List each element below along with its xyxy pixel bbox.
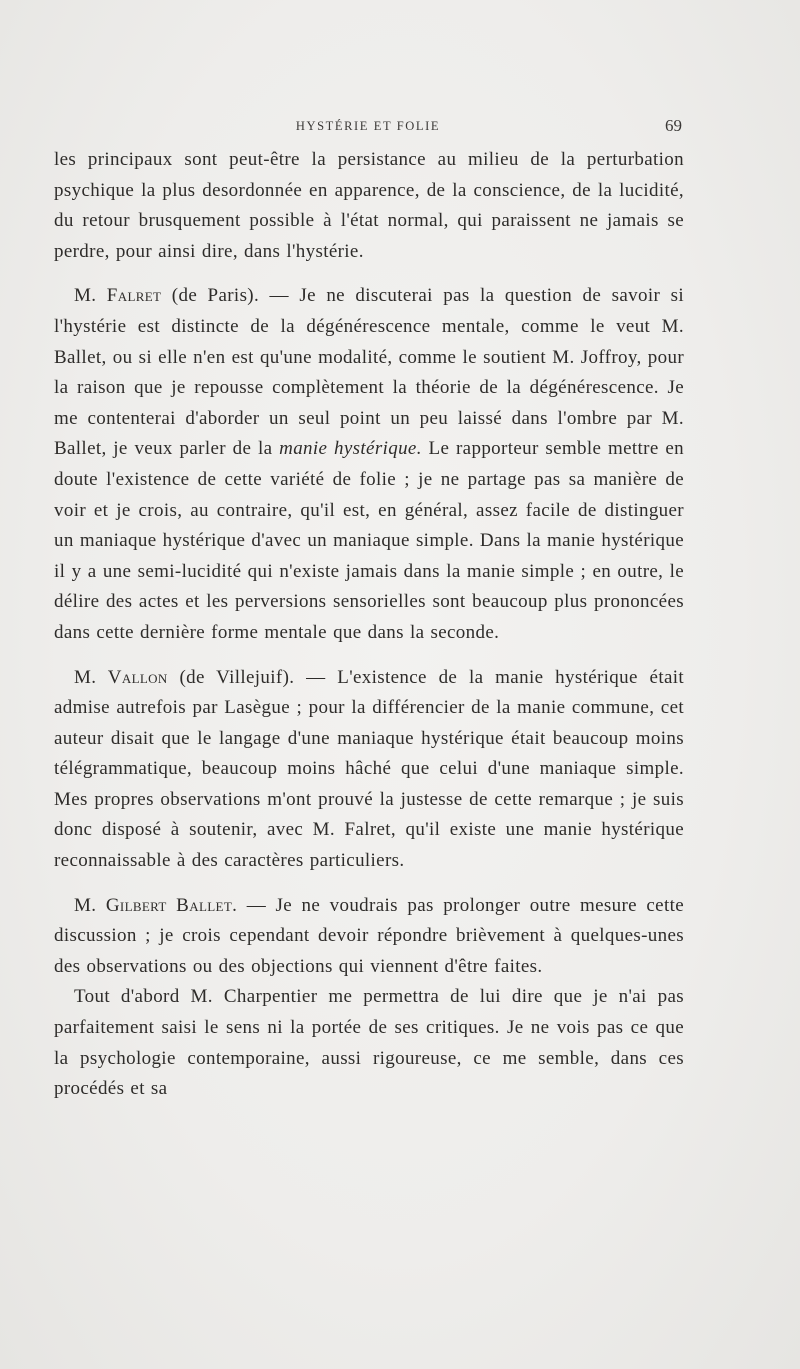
page-number: 69 bbox=[665, 116, 682, 135]
paragraph-charpentier bbox=[54, 982, 684, 1104]
vallon-text: — L'existence de la manie hystérique était admise autrefois par Lasègue ; pour la différencier de la manie commune, cet auteur disait que le langage d'une maniaque hystérique était beaucoup moins télégrammatique, beaucoup moins hâché que celui d'une maniaque simple. Mes propres observations m'ont prouvé la justesse de cette remarque ; je suis donc disposé à soutenir, avec M. Falret, qu'il existe une manie hystérique reconnaissable à des caractères particuliers. bbox=[54, 666, 684, 872]
paragraph-1-text: les principaux sont peut-être la persistance au milieu de la perturbation psychique la plus desordonnée en apparence, de la conscience, de la lucidité, du retour brusquement possible à l'état normal, qui paraissent ne jamais se perdre, pour ainsi dire, dans l'hystérie. bbox=[54, 149, 684, 262]
running-title: HYSTÉRIE ET FOLIE bbox=[295, 119, 441, 133]
speaker-falret: M. Falret bbox=[74, 285, 162, 307]
falret-text-b: Le rapporteur semble mettre en doute l'existence de cette variété de folie ; je ne partage pas sa manière de voir et je crois, au contraire, qu'il est, en général, assez facile de distinguer un maniaque hystérique d'avec un maniaque simple. Dans la manie hystérique il y a une semi-lucidité qui n'existe jamais dans la manie simple ; en outre, le délire des actes et les perversions sensorielles sont beaucoup plus prononcées dans cette dernière forme mentale que dans la seconde. bbox=[54, 438, 685, 643]
paragraph-falret bbox=[54, 281, 684, 648]
paragraph-ballet bbox=[54, 891, 684, 983]
paragraph-1 bbox=[54, 145, 684, 267]
body-text bbox=[54, 145, 684, 1105]
page-header bbox=[54, 116, 682, 138]
ballet-text: — Je ne voudrais pas prolonger outre mesure cette discussion ; je crois cependant devoir répondre brièvement à quelques-unes des observations ou des objections qui viennent d'être faites. bbox=[54, 894, 685, 977]
falret-text-a: — Je ne discuterai pas la question de savoir si l'hystérie est distincte de la dégénérescence mentale, comme le veut M. Ballet, ou si elle n'en est qu'une modalité, comme le soutient M. Joffroy, pour la raison que je repousse complètement la théorie de la dégénérescence. Je me contenterai d'aborder un seul point un peu laissé dans l'ombre par M. Ballet, je veux parler de la bbox=[54, 285, 684, 460]
affiliation-falret: (de Paris). bbox=[171, 285, 260, 307]
paragraph-vallon bbox=[54, 663, 684, 877]
affiliation-vallon: (de Villejuif). bbox=[179, 666, 295, 688]
charpentier-text: Tout d'abord M. Charpentier me permettra de lui dire que je n'ai pas parfaitement saisi le sens ni la portée de ses critiques. Je ne vois pas ce que la psychologie contemporaine, aussi rigoureuse, ce me semble, dans ces procédés et sa bbox=[54, 986, 684, 1100]
falret-italic-term: manie hystérique. bbox=[279, 438, 422, 460]
speaker-vallon: M. Vallon bbox=[74, 666, 168, 688]
speaker-ballet: M. Gilbert Ballet. bbox=[74, 894, 238, 916]
